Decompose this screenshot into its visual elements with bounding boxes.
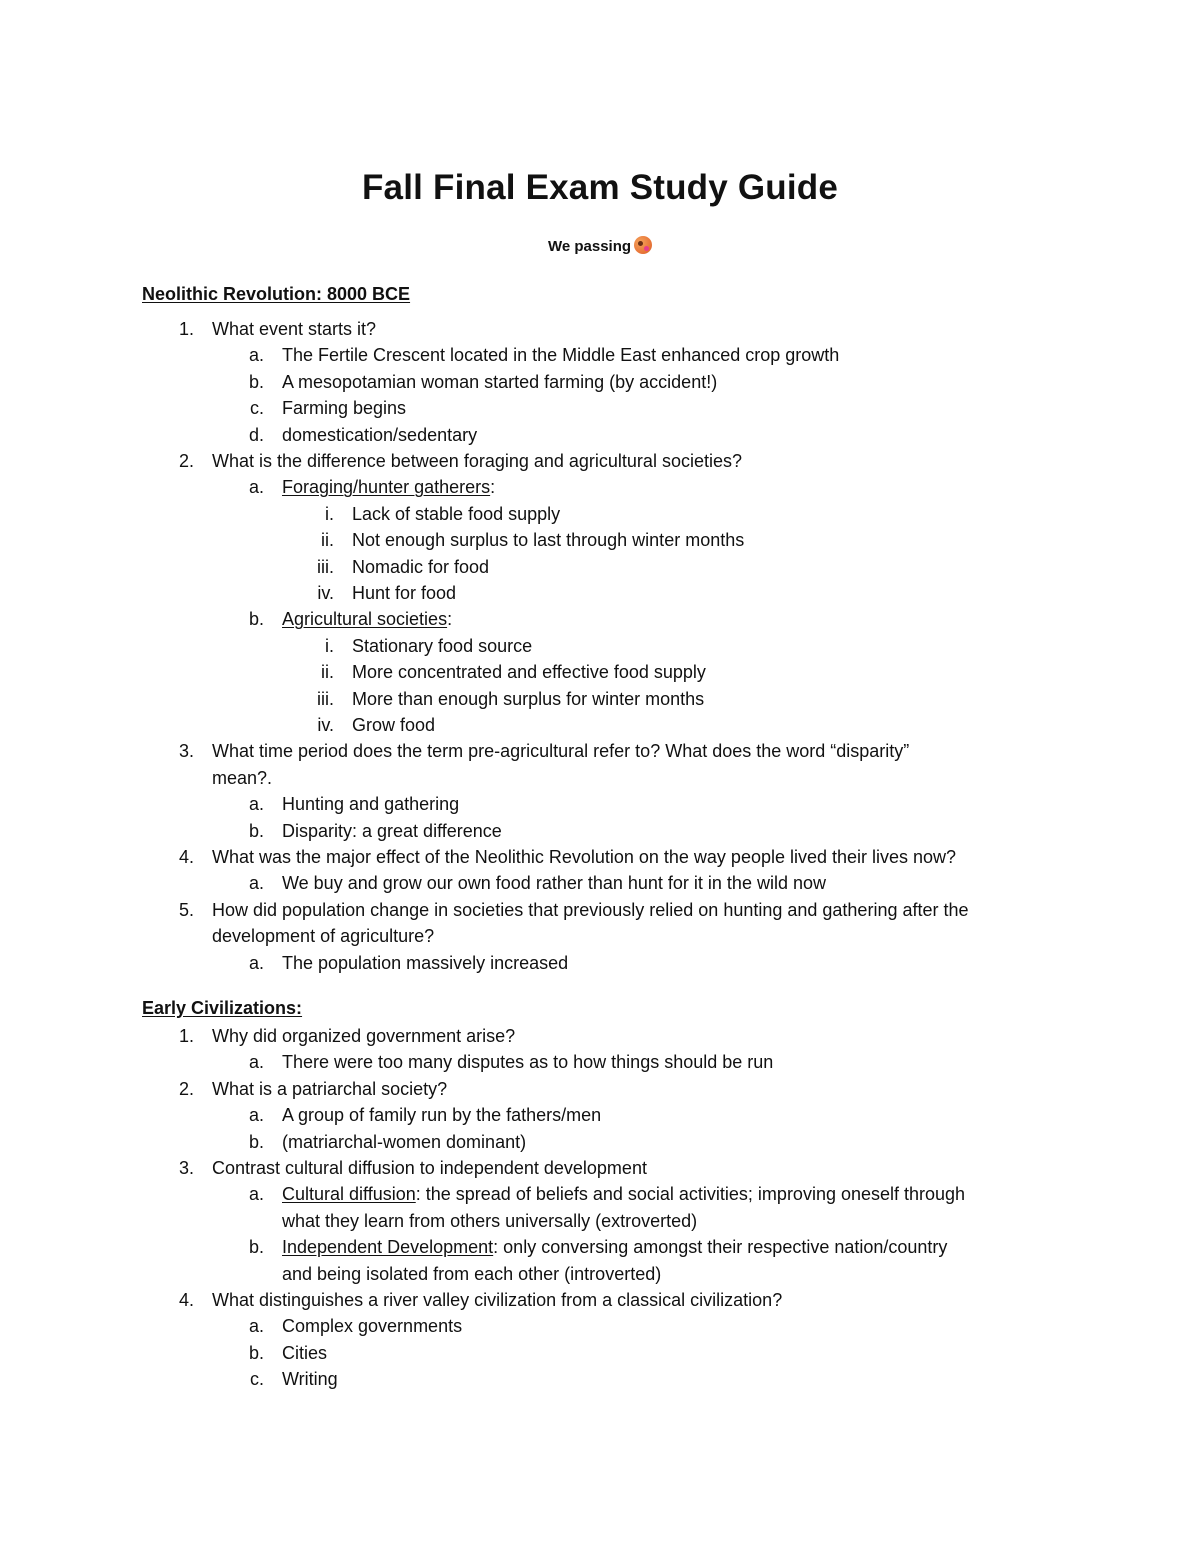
item-text: Complex governments — [282, 1316, 463, 1337]
list-marker: a. — [248, 1105, 264, 1126]
list-marker: b. — [248, 371, 264, 392]
item-text: The Fertile Crescent located in the Middle East enhanced crop growth — [282, 345, 840, 366]
list-item-text — [212, 1157, 647, 1179]
list-marker: iv. — [317, 583, 334, 603]
list-marker: b. — [248, 1131, 264, 1152]
list-item-text — [282, 1210, 697, 1232]
list-item-text — [282, 1104, 601, 1126]
item-text: Stationary food source — [352, 635, 533, 656]
list-marker: c. — [249, 398, 264, 419]
item-text: Hunting and gathering — [282, 794, 460, 815]
item-text: Why did organized government arise? — [212, 1026, 516, 1046]
item-text: What is the difference between foraging and agricultural societies? — [212, 451, 742, 471]
item-text: : only conversing amongst their respective nation/country — [493, 1237, 948, 1258]
item-text: There were too many disputes as to how things should be run — [282, 1052, 774, 1073]
list-item-text — [282, 1342, 327, 1364]
item-text: Lack of stable food supply — [352, 503, 561, 524]
list-item-text — [282, 371, 717, 393]
item-text: what they learn from others universally (extroverted) — [282, 1210, 698, 1231]
item-text: : the spread of beliefs and social activities; improving oneself through — [415, 1184, 966, 1205]
list-item-text — [282, 1051, 773, 1073]
list-item-text — [282, 872, 826, 894]
list-marker: b. — [248, 1342, 264, 1363]
list-item-text — [282, 1183, 965, 1205]
list-marker: b. — [248, 820, 264, 841]
item-text: The population massively increased — [282, 952, 569, 973]
item-text: A mesopotamian woman started farming (by accident!) — [282, 371, 718, 392]
item-text: (matriarchal-women dominant) — [282, 1131, 527, 1152]
list-item-text — [212, 846, 956, 868]
list-marker: 3. — [178, 1158, 194, 1178]
list-marker: iv. — [317, 715, 334, 735]
item-text: Writing — [282, 1369, 338, 1390]
list-marker: 4. — [178, 847, 194, 867]
list-marker: a. — [248, 345, 264, 366]
list-item-text — [212, 740, 909, 762]
list-marker: a. — [248, 1316, 264, 1337]
list-marker: d. — [248, 424, 264, 445]
list-marker: ii. — [321, 530, 334, 551]
list-item-text — [212, 899, 969, 921]
list-marker: i. — [325, 635, 334, 656]
list-marker: 5. — [178, 899, 194, 920]
list-marker: 3. — [178, 741, 194, 762]
item-text: What is a patriarchal society? — [212, 1078, 448, 1099]
page-title: Fall Final Exam Study Guide — [361, 168, 839, 207]
list-item-text — [282, 1368, 338, 1390]
list-marker: 1. — [178, 1026, 194, 1046]
list-marker: a. — [248, 477, 264, 498]
list-item-text — [282, 397, 406, 419]
list-marker: a. — [248, 873, 264, 894]
list-marker: iii. — [317, 556, 334, 577]
list-item-text — [282, 476, 495, 498]
page-subtitle — [0, 236, 1200, 255]
underlined-term: Cultural diffusion — [282, 1184, 416, 1205]
item-text: mean?. — [212, 767, 273, 788]
list-marker: i. — [325, 503, 334, 524]
item-text: More than enough surplus for winter months — [352, 688, 705, 709]
section-heading: Neolithic Revolution: 8000 BCE — [142, 284, 411, 304]
item-text: What time period does the term pre-agricultural refer to? What does the word “disparity” — [212, 741, 910, 762]
list-item-text — [282, 1236, 947, 1258]
list-item-text — [352, 556, 489, 578]
list-item-text — [212, 925, 434, 947]
item-text: Hunt for food — [352, 583, 457, 603]
list-marker: c. — [249, 1369, 264, 1390]
section-heading: Early Civilizations: — [142, 998, 303, 1018]
list-item-text — [212, 1289, 782, 1311]
list-item-text — [282, 1131, 526, 1153]
list-item-text — [282, 608, 452, 630]
item-text: What distinguishes a river valley civilization from a classical civilization? — [212, 1290, 783, 1310]
underlined-term: Foraging/hunter gatherers — [282, 477, 491, 498]
list-marker: a. — [248, 952, 264, 973]
item-text: : — [490, 477, 496, 498]
item-text: Cities — [282, 1342, 328, 1363]
underlined-term: Agricultural societies — [282, 609, 448, 630]
list-marker: a. — [248, 1052, 264, 1073]
list-item-text — [282, 1263, 661, 1285]
item-text: domestication/sedentary — [282, 424, 478, 445]
underlined-term: Independent Development — [282, 1237, 494, 1258]
list-item-text — [282, 424, 477, 446]
list-item-text — [212, 767, 272, 789]
item-text: Not enough surplus to last through winter months — [352, 530, 745, 551]
item-text: More concentrated and effective food supply — [352, 662, 706, 683]
list-marker: a. — [248, 1184, 264, 1205]
list-item-text — [282, 793, 459, 815]
list-item-text — [212, 318, 376, 340]
item-text: and being isolated from each other (introverted) — [282, 1263, 662, 1284]
item-text: development of agriculture? — [212, 926, 435, 947]
item-text: Nomadic for food — [352, 556, 490, 577]
item-text: What event starts it? — [212, 319, 377, 339]
item-text: Disparity: a great difference — [282, 820, 502, 841]
list-marker: 2. — [178, 1078, 194, 1099]
list-item-text — [282, 1315, 462, 1337]
item-text: We buy and grow our own food rather than hunt for it in the wild now — [282, 873, 826, 894]
item-text: : — [447, 609, 453, 630]
list-marker: iii. — [317, 688, 334, 709]
list-item-text — [352, 661, 706, 683]
list-item-text — [352, 503, 560, 525]
list-item-text — [212, 450, 742, 472]
list-item-text — [352, 688, 704, 710]
list-item-text — [282, 952, 568, 974]
list-item-text — [282, 344, 839, 366]
list-marker: a. — [248, 794, 264, 815]
list-item-text — [282, 820, 502, 842]
item-text: A group of family run by the fathers/men — [282, 1105, 602, 1126]
list-item-text — [352, 714, 435, 736]
item-text: Contrast cultural diffusion to independent development — [212, 1158, 647, 1178]
list-marker: 1. — [178, 319, 194, 339]
item-text: Farming begins — [282, 398, 407, 419]
list-marker: b. — [248, 609, 264, 630]
list-marker: 2. — [178, 451, 194, 471]
list-item-text — [352, 635, 532, 657]
list-item-text — [352, 529, 744, 551]
list-marker: ii. — [321, 662, 334, 683]
item-text: What was the major effect of the Neolithic Revolution on the way people lived their lives now? — [212, 847, 957, 867]
list-marker: b. — [248, 1237, 264, 1258]
subtitle-text: We passing — [547, 238, 632, 255]
list-item-text — [212, 1025, 515, 1047]
list-item-text — [352, 582, 456, 604]
item-text: Grow food — [352, 715, 436, 735]
list-item-text — [212, 1078, 447, 1100]
cookie-emoji-icon — [634, 236, 652, 254]
list-marker: 4. — [178, 1290, 194, 1310]
item-text: How did population change in societies that previously relied on hunting and gathering after the — [212, 899, 969, 920]
